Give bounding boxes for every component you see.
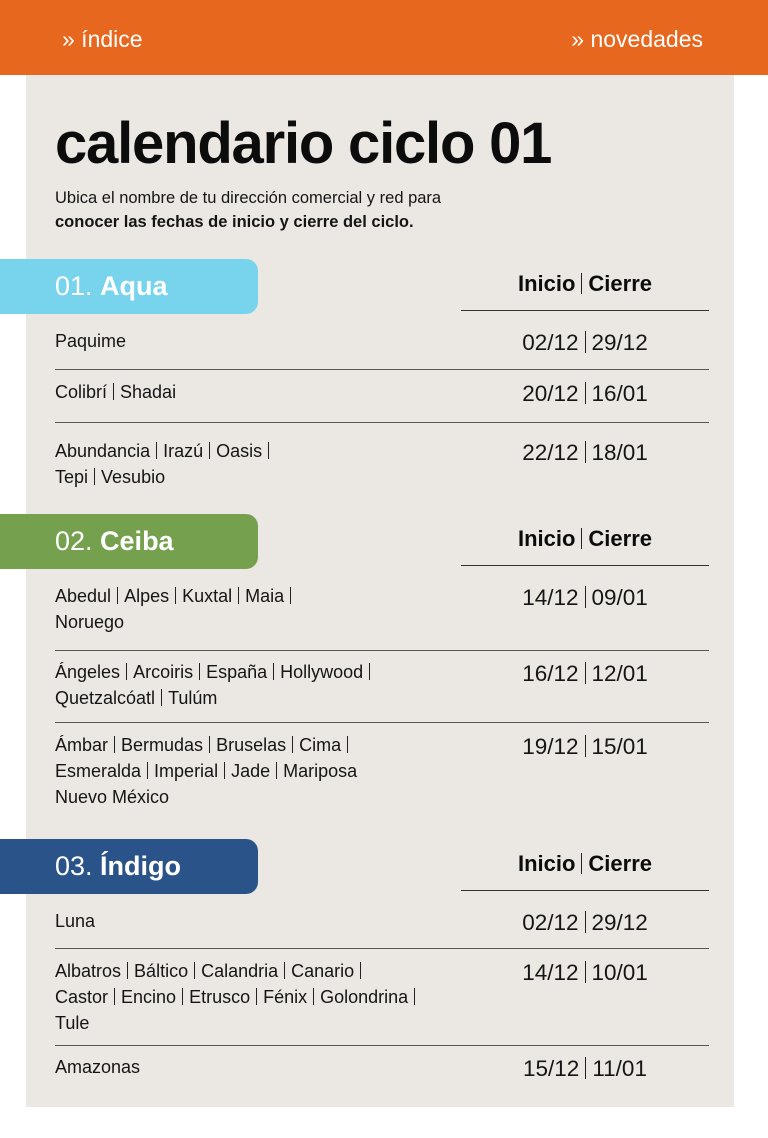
date-cierre: 11/01 xyxy=(592,1056,647,1081)
header-underline xyxy=(461,565,709,566)
name-line xyxy=(55,758,475,784)
top-nav-bar xyxy=(0,0,768,75)
date-cierre: 10/01 xyxy=(591,960,648,985)
section-name: Índigo xyxy=(100,851,182,881)
network-name: Paquime xyxy=(55,331,127,351)
date-inicio: 20/12 xyxy=(522,381,579,406)
network-name: Quetzalcóatl xyxy=(55,688,156,708)
date-inicio: 22/12 xyxy=(522,440,579,465)
row-names xyxy=(55,659,475,711)
separator-bar xyxy=(276,762,277,779)
network-name: Nuevo México xyxy=(55,787,170,807)
name-line xyxy=(55,685,475,711)
network-name: Oasis xyxy=(216,441,263,461)
header-cierre: Cierre xyxy=(588,271,653,296)
row-divider xyxy=(55,948,709,949)
name-line xyxy=(55,438,475,464)
section-pill-1 xyxy=(0,259,258,314)
network-name: Ángeles xyxy=(55,662,121,682)
separator-bar xyxy=(117,587,118,604)
network-name: Noruego xyxy=(55,612,125,632)
network-name: Castor xyxy=(55,987,109,1007)
date-cierre: 09/01 xyxy=(591,585,648,610)
separator-bar xyxy=(313,988,314,1005)
nav-link-novedades[interactable]: » novedades xyxy=(571,26,703,52)
row-names xyxy=(55,1054,475,1080)
separator-bar xyxy=(94,468,95,485)
network-name: Golondrina xyxy=(320,987,409,1007)
network-name: Cima xyxy=(299,735,342,755)
separator-bar xyxy=(194,962,195,979)
separator-bar xyxy=(127,962,128,979)
row-dates xyxy=(461,910,709,936)
network-name: Imperial xyxy=(154,761,219,781)
section-pill-2 xyxy=(0,514,258,569)
row-divider xyxy=(55,650,709,651)
subtitle-line-2: conocer las fechas de inicio y cierre del ciclo. xyxy=(55,213,414,231)
network-name: Ámbar xyxy=(55,735,109,755)
header-inicio: Inicio xyxy=(517,851,576,876)
network-name: España xyxy=(206,662,268,682)
network-name: Mariposa xyxy=(283,761,358,781)
section-number: 02. xyxy=(55,526,101,556)
network-name: Báltico xyxy=(134,961,189,981)
separator-bar xyxy=(238,587,239,604)
network-name: Tepi xyxy=(55,467,89,487)
section-pill-3 xyxy=(0,839,258,894)
separator-bar xyxy=(126,663,127,680)
row-names xyxy=(55,958,475,1036)
separator-bar xyxy=(585,1057,586,1078)
column-header xyxy=(461,526,709,552)
row-dates xyxy=(461,1056,709,1082)
name-line xyxy=(55,732,475,758)
section-number: 03. xyxy=(55,851,101,881)
column-header xyxy=(461,851,709,877)
separator-bar xyxy=(347,736,348,753)
separator-bar xyxy=(273,663,274,680)
header-underline xyxy=(461,310,709,311)
network-name: Luna xyxy=(55,911,96,931)
separator-bar xyxy=(581,273,582,294)
date-inicio: 15/12 xyxy=(523,1056,580,1081)
date-inicio: 02/12 xyxy=(522,910,579,935)
separator-bar xyxy=(209,736,210,753)
separator-bar xyxy=(290,587,291,604)
separator-bar xyxy=(114,736,115,753)
subtitle-line-1: Ubica el nombre de tu dirección comercial y red para xyxy=(55,189,442,207)
header-inicio: Inicio xyxy=(517,526,576,551)
network-name: Esmeralda xyxy=(55,761,142,781)
network-name: Vesubio xyxy=(101,467,166,487)
header-inicio: Inicio xyxy=(517,271,576,296)
separator-bar xyxy=(585,911,586,932)
network-name: Calandria xyxy=(201,961,279,981)
separator-bar xyxy=(268,442,269,459)
separator-bar xyxy=(175,587,176,604)
network-name: Bruselas xyxy=(216,735,287,755)
network-name: Arcoiris xyxy=(133,662,194,682)
name-line xyxy=(55,908,475,934)
network-name: Jade xyxy=(231,761,271,781)
row-dates xyxy=(461,734,709,760)
page-subtitle xyxy=(55,186,441,234)
row-names xyxy=(55,438,475,490)
row-dates xyxy=(461,585,709,611)
date-inicio: 14/12 xyxy=(522,960,579,985)
name-line xyxy=(55,328,475,354)
date-cierre: 29/12 xyxy=(591,330,648,355)
separator-bar xyxy=(113,383,114,400)
network-name: Irazú xyxy=(163,441,204,461)
name-line xyxy=(55,583,475,609)
network-name: Etrusco xyxy=(189,987,251,1007)
section-name: Aqua xyxy=(100,271,168,301)
header-cierre: Cierre xyxy=(588,851,653,876)
separator-bar xyxy=(581,528,582,549)
separator-bar xyxy=(199,663,200,680)
row-divider xyxy=(55,369,709,370)
separator-bar xyxy=(161,689,162,706)
network-name: Alpes xyxy=(124,586,170,606)
separator-bar xyxy=(581,853,582,874)
separator-bar xyxy=(182,988,183,1005)
network-name: Fénix xyxy=(263,987,308,1007)
name-line xyxy=(55,379,475,405)
date-cierre: 15/01 xyxy=(591,734,648,759)
network-name: Kuxtal xyxy=(182,586,233,606)
separator-bar xyxy=(256,988,257,1005)
separator-bar xyxy=(414,988,415,1005)
network-name: Canario xyxy=(291,961,355,981)
row-dates xyxy=(461,330,709,356)
date-inicio: 14/12 xyxy=(522,585,579,610)
network-name: Abundancia xyxy=(55,441,151,461)
separator-bar xyxy=(284,962,285,979)
row-dates xyxy=(461,661,709,687)
row-dates xyxy=(461,381,709,407)
separator-bar xyxy=(292,736,293,753)
name-line xyxy=(55,464,475,490)
separator-bar xyxy=(585,331,586,352)
separator-bar xyxy=(209,442,210,459)
network-name: Albatros xyxy=(55,961,122,981)
separator-bar xyxy=(369,663,370,680)
separator-bar xyxy=(585,961,586,982)
header-cierre: Cierre xyxy=(588,526,653,551)
network-name: Tulúm xyxy=(168,688,218,708)
date-cierre: 18/01 xyxy=(591,440,648,465)
row-names xyxy=(55,908,475,934)
page-title: calendario ciclo 01 xyxy=(55,111,552,176)
name-line xyxy=(55,1010,475,1036)
row-names xyxy=(55,732,475,810)
network-name: Abedul xyxy=(55,586,112,606)
separator-bar xyxy=(147,762,148,779)
name-line xyxy=(55,659,475,685)
separator-bar xyxy=(114,988,115,1005)
date-cierre: 16/01 xyxy=(591,381,648,406)
row-divider xyxy=(55,722,709,723)
date-inicio: 19/12 xyxy=(522,734,579,759)
network-name: Tule xyxy=(55,1013,90,1033)
separator-bar xyxy=(585,586,586,607)
row-dates xyxy=(461,440,709,466)
separator-bar xyxy=(224,762,225,779)
network-name: Shadai xyxy=(120,382,177,402)
separator-bar xyxy=(156,442,157,459)
row-divider xyxy=(55,1045,709,1046)
name-line xyxy=(55,1054,475,1080)
name-line xyxy=(55,609,475,635)
separator-bar xyxy=(585,441,586,462)
row-names xyxy=(55,379,475,405)
network-name: Amazonas xyxy=(55,1057,141,1077)
column-header xyxy=(461,271,709,297)
date-inicio: 02/12 xyxy=(522,330,579,355)
name-line xyxy=(55,958,475,984)
network-name: Encino xyxy=(121,987,177,1007)
row-names xyxy=(55,583,475,635)
nav-link-indice[interactable]: » índice xyxy=(62,26,143,52)
section-number: 01. xyxy=(55,271,101,301)
network-name: Hollywood xyxy=(280,662,364,682)
header-underline xyxy=(461,890,709,891)
name-line xyxy=(55,784,475,810)
row-dates xyxy=(461,960,709,986)
row-divider xyxy=(55,422,709,423)
separator-bar xyxy=(360,962,361,979)
row-names xyxy=(55,328,475,354)
separator-bar xyxy=(585,382,586,403)
separator-bar xyxy=(585,662,586,683)
network-name: Colibrí xyxy=(55,382,108,402)
name-line xyxy=(55,984,475,1010)
date-cierre: 12/01 xyxy=(591,661,648,686)
separator-bar xyxy=(585,735,586,756)
network-name: Bermudas xyxy=(121,735,204,755)
date-cierre: 29/12 xyxy=(591,910,648,935)
network-name: Maia xyxy=(245,586,285,606)
section-name: Ceiba xyxy=(100,526,174,556)
date-inicio: 16/12 xyxy=(522,661,579,686)
